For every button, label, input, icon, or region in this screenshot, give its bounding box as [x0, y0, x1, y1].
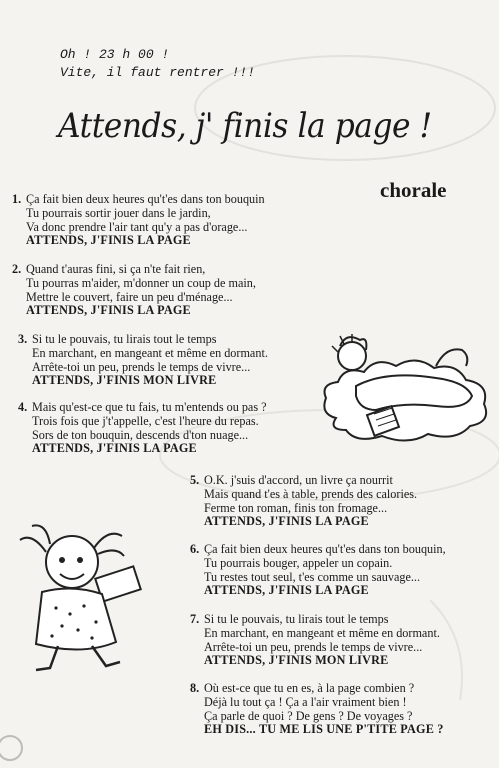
header-line-2: Vite, il faut rentrer !!! [60, 65, 256, 80]
verse-line: Tu restes tout seul, t'es comme un sauvage... [204, 569, 421, 584]
verse-line: Mettre le couvert, faire un peu d'ménage... [26, 289, 233, 304]
verse-1 [12, 192, 265, 248]
verse-2 [12, 262, 256, 318]
girl-with-book-illustration [12, 522, 172, 682]
verse-refrain: ATTENDS, J'FINIS LA PAGE [26, 233, 191, 248]
verse-refrain: ATTENDS, J'FINIS MON LIVRE [204, 653, 389, 668]
verse-line: Quand t'auras fini, si ça n'te fait rien, [26, 262, 206, 276]
verse-line: Si tu le pouvais, tu lirais tout le temps [204, 612, 389, 626]
verse-line: Ça fait bien deux heures qu't'es dans ton bouquin [26, 192, 265, 206]
chorale-label: chorale [380, 178, 447, 202]
verse-8 [190, 681, 444, 737]
verse-number: 1. [12, 192, 22, 206]
verse-line: Va donc prendre l'air tant qu'y a pas d'orage... [26, 219, 248, 234]
verse-line: Si tu le pouvais, tu lirais tout le temps [32, 332, 217, 346]
verse-line: O.K. j'suis d'accord, un livre ça nourrit [204, 473, 393, 487]
header-line-1: Oh ! 23 h 00 ! [60, 47, 170, 62]
verse-line: Tu pourrais bouger, appeler un copain. [204, 555, 393, 570]
verse-number: 7. [190, 612, 200, 626]
verse-number: 4. [18, 400, 28, 414]
verse-number: 6. [190, 542, 200, 556]
boy-reading-on-cloud-illustration [316, 326, 496, 446]
verse-line: Tu pourras m'aider, m'donner un coup de main, [26, 275, 256, 290]
verse-refrain: ATTENDS, J'FINIS LA PAGE [204, 514, 369, 529]
verse-line: Mais qu'est-ce que tu fais, tu m'entends ou pas ? [32, 400, 267, 414]
verse-line: En marchant, en mangeant et même en dormant. [32, 345, 268, 360]
verse-line: En marchant, en mangeant et même en dormant. [204, 625, 440, 640]
verse-line: Mais quand t'es à table, prends des calories. [204, 486, 418, 501]
verse-number: 5. [190, 473, 200, 487]
verse-4 [18, 400, 267, 456]
verse-line: Sors de ton bouquin, descends d'ton nuage... [32, 427, 249, 442]
song-title: Attends, j' finis la page ! [58, 106, 432, 146]
verse-number: 3. [18, 332, 28, 346]
verse-line: Où est-ce que tu en es, à la page combien ? [204, 681, 415, 695]
verse-number: 8. [190, 681, 200, 695]
verse-5 [190, 473, 418, 529]
verse-7 [190, 612, 440, 668]
verse-line: Tu pourrais sortir jouer dans le jardin, [26, 205, 211, 220]
verse-line: Arrête-toi un peu, prends le temps de vivre... [32, 359, 251, 374]
verse-number: 2. [12, 262, 22, 276]
verse-refrain: ATTENDS, J'FINIS MON LIVRE [32, 373, 217, 388]
verse-refrain: ATTENDS, J'FINIS LA PAGE [32, 441, 197, 456]
verse-refrain: ATTENDS, J'FINIS LA PAGE [204, 583, 369, 598]
verse-line: Trois fois que j't'appelle, c'est l'heure du repas. [32, 413, 259, 428]
verse-line: Ferme ton roman, finis ton fromage... [204, 500, 388, 515]
verse-line: Déjà lu tout ça ! Ça a l'air vraiment bien ! [204, 694, 407, 709]
verse-line: Ça fait bien deux heures qu't'es dans ton bouquin, [204, 542, 446, 556]
verse-refrain: EH DIS... TU ME LIS UNE P'TITE PAGE ? [204, 722, 444, 737]
verse-3 [18, 332, 268, 388]
verse-line: Ça parle de quoi ? De gens ? De voyages ? [204, 708, 413, 723]
verse-line: Arrête-toi un peu, prends le temps de vivre... [204, 639, 423, 654]
verse-refrain: ATTENDS, J'FINIS LA PAGE [26, 303, 191, 318]
verse-6 [190, 542, 446, 598]
